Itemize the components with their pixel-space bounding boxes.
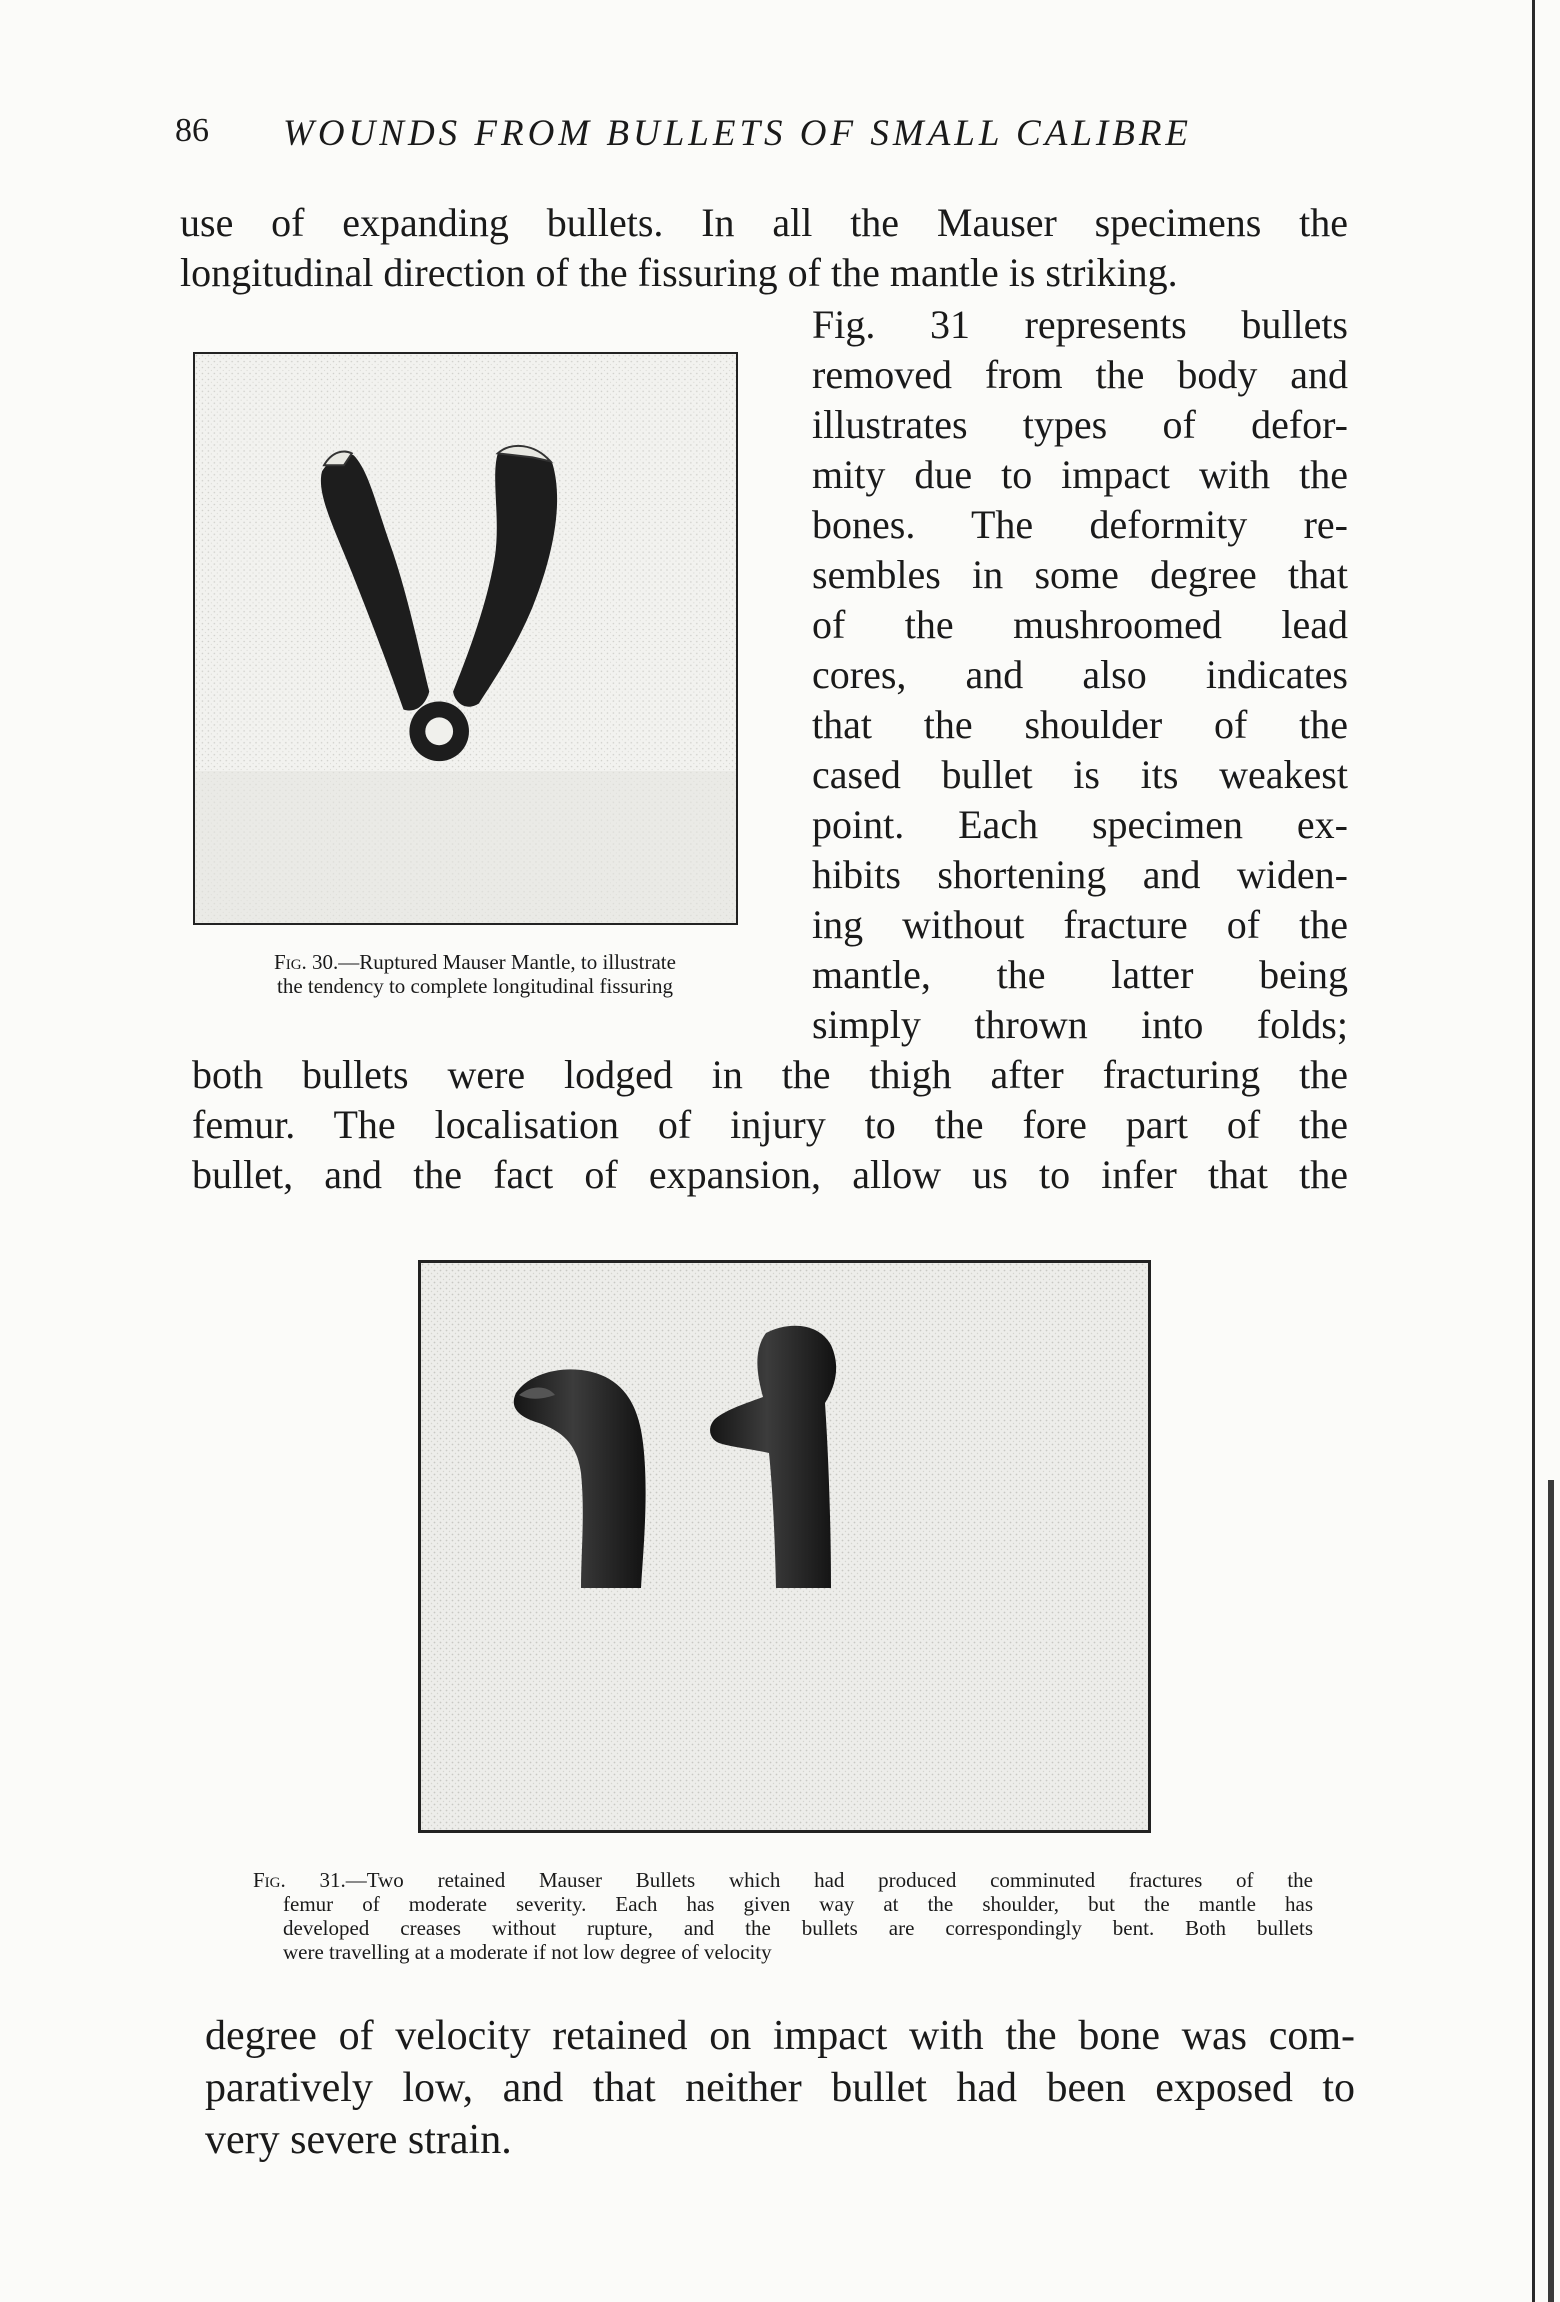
figure-30-label: Fig. 30. bbox=[274, 950, 339, 974]
text-line: use of expanding bullets. In all the Mauser specimens the bbox=[180, 200, 1348, 245]
caption-line bbox=[253, 1868, 1313, 1892]
caption-text: the tendency to complete longitudinal fissuring bbox=[277, 974, 673, 998]
figure-31-image bbox=[418, 1260, 1151, 1833]
text-line: bullet, and the fact of expansion, allow us to infer that the bbox=[192, 1152, 1348, 1197]
text-line: removed from the body and bbox=[812, 352, 1348, 397]
running-title: WOUNDS FROM BULLETS OF SMALL CALIBRE bbox=[283, 113, 1193, 154]
text-line: mity due to impact with the bbox=[812, 452, 1348, 497]
text-line: illustrates types of defor- bbox=[812, 402, 1348, 447]
caption-text: —Ruptured Mauser Mantle, to illustrate bbox=[338, 950, 676, 974]
figure-30-image bbox=[193, 352, 738, 925]
text-line: longitudinal direction of the fissuring of the mantle is striking. bbox=[180, 250, 1178, 295]
text-line: very severe strain. bbox=[205, 2117, 512, 2163]
text-line: femur. The localisation of injury to the fore part of the bbox=[192, 1102, 1348, 1147]
text-line: cores, and also indicates bbox=[812, 652, 1348, 697]
figure-30-caption bbox=[190, 950, 760, 998]
text-line: mantle, the latter being bbox=[812, 952, 1348, 997]
page-header bbox=[175, 112, 1355, 162]
text-line: that the shoulder of the bbox=[812, 702, 1348, 747]
deformed-bullets-illustration bbox=[421, 1263, 1148, 1830]
figure-31-caption bbox=[253, 1868, 1313, 1964]
text-line: degree of velocity retained on impact with the bone was com- bbox=[205, 2013, 1355, 2059]
page-number: 86 bbox=[175, 112, 209, 149]
text-line: bones. The deformity re- bbox=[812, 502, 1348, 547]
text-line: ing without fracture of the bbox=[812, 902, 1348, 947]
caption-line: femur of moderate severity. Each has given way at the shoulder, but the mantle has bbox=[283, 1892, 1313, 1916]
paragraph-3 bbox=[192, 1050, 1348, 1200]
text-line: Fig. 31 represents bullets bbox=[812, 302, 1348, 347]
text-line: of the mushroomed lead bbox=[812, 602, 1348, 647]
text-line: paratively low, and that neither bullet had been exposed to bbox=[205, 2065, 1355, 2111]
page-edge-shadow bbox=[1548, 1480, 1554, 2302]
text-line: both bullets were lodged in the thigh after fracturing the bbox=[192, 1052, 1348, 1097]
caption-line: were travelling at a moderate if not low degree of velocity bbox=[283, 1940, 772, 1964]
caption-text: —Two retained Mauser Bullets which had produced comminuted fractures of the bbox=[345, 1868, 1313, 1892]
text-line: simply thrown into folds; bbox=[812, 1002, 1348, 1047]
paragraph-2 bbox=[812, 300, 1348, 1050]
text-line: point. Each specimen ex- bbox=[812, 802, 1348, 847]
page-edge-line bbox=[1532, 0, 1535, 2302]
figure-31-label: Fig. 31. bbox=[253, 1868, 346, 1892]
paragraph-4 bbox=[205, 2010, 1355, 2166]
text-line: hibits shortening and widen- bbox=[812, 852, 1348, 897]
paragraph-1 bbox=[180, 198, 1348, 298]
text-line: cased bullet is its weakest bbox=[812, 752, 1348, 797]
text-line: sembles in some degree that bbox=[812, 552, 1348, 597]
caption-line: developed creases without rupture, and the bullets are correspondingly bent. Both bullets bbox=[283, 1916, 1313, 1940]
ruptured-mantle-illustration bbox=[195, 354, 736, 923]
